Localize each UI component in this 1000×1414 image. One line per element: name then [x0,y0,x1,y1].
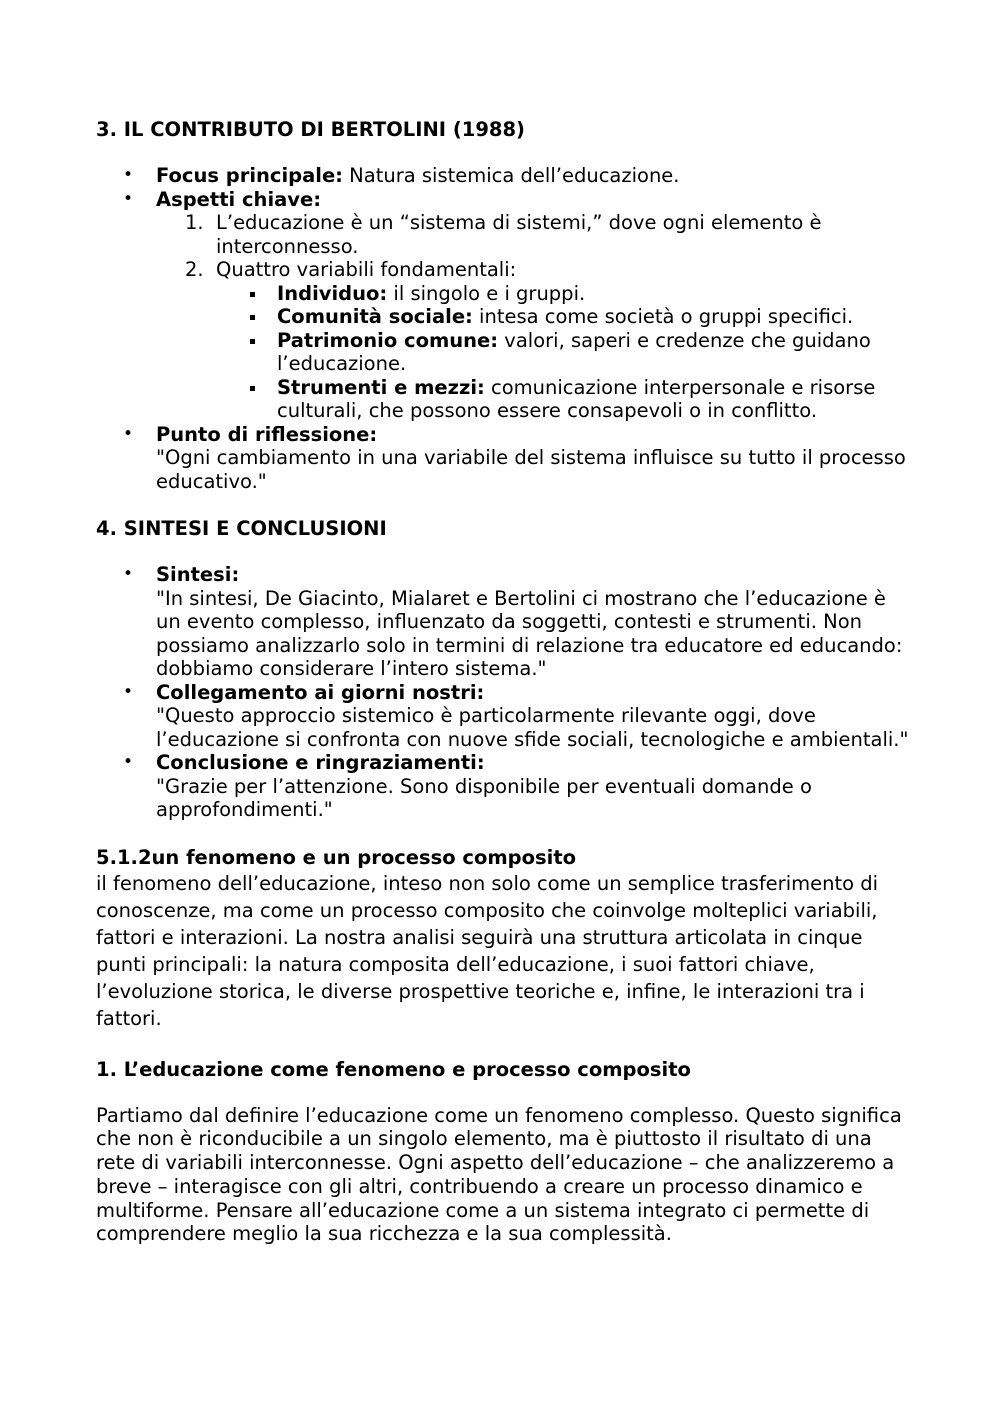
aspect-text: Quattro variabili fondamentali: [216,258,517,281]
aspect-number: 2. [185,258,204,281]
focus-label: Focus principale: [156,164,343,187]
variable-item [216,282,916,306]
item-text: "Grazie per l’attenzione. Sono disponibile per eventuali domande o approfondimenti." [156,774,812,821]
item-label: • Collegamento ai giorni nostri: [156,680,485,704]
aspects-list [156,211,916,423]
variable-label: Patrimonio comune: [277,328,499,352]
item-text: "Questo approccio sistemico è particolarmente rilevante oggi, dove l’educazione si confronta con nuove sfide sociali, tecnologiche e ambientali." [156,704,909,751]
item-text: "In sintesi, De Giacinto, Mialaret e Bertolini ci mostrano che l’educazione è un evento complesso, influenzato da soggetti, contesti e strumenti. Non possiamo analizzarlo solo in termini di relazione tra educatore ed educando: dobbiamo considerare l’intero sistema." [156,586,903,680]
item-label: • Sintesi: [156,563,240,586]
variable-text: il singolo e i gruppi. [387,281,586,305]
section-4-heading: 4. SINTESI E CONCLUSIONI [96,517,387,540]
variable-label: Strumenti e mezzi: [277,375,485,399]
aspect-item [156,211,916,258]
section-5-1-2-heading: 5.1.2un fenomeno e un processo composito [96,845,577,869]
variable-label: Comunità sociale: [277,305,473,328]
reflection-text: "Ogni cambiamento in una variabile del sistema influisce su tutto il processo educativo." [156,446,906,493]
list-item [96,423,916,494]
item-label: • Conclusione e ringraziamenti: [156,751,485,774]
reflection-label: • Punto di riflessione: [156,422,378,446]
section-4-list [96,563,916,822]
list-item [96,563,916,681]
variables-list [216,282,916,423]
aspects-label: Aspetti chiave: [156,187,322,211]
list-item [96,681,916,752]
variable-text: intesa come società o gruppi specifici. [472,305,854,328]
aspect-item [156,258,916,423]
section-1-paragraph: Partiamo dal definire l’educazione come un fenomeno complesso. Questo significa che non è riconducibile a un singolo elemento, ma è piuttosto il risultato di una rete di variabili interconnesse. Ogni aspetto dell’educazione – che analizzeremo a breve – interagisce con gli altri, contribuendo a creare un processo dinamico e multiforme. Pensare all’educazione come a un sistema integrato ci permette di comprendere meglio la sua ricchezza e la sua complessità. [96,1103,902,1246]
variable-label: Individuo: [277,281,388,305]
focus-text: Natura sistemica dell’educazione. [342,164,680,187]
variable-item [216,305,916,329]
document-body [96,118,916,1246]
section-1-heading: 1. L’educazione come fenomeno e processo composito [96,1057,691,1081]
list-item [96,751,916,822]
section-3-list [96,164,916,493]
variable-text: valori, saperi e credenze che guidano l’educazione. [277,328,871,375]
aspect-number: 1. [185,211,204,234]
list-item [96,188,916,423]
aspect-text: L’educazione è un “sistema di sistemi,” dove ogni elemento è interconnesso. [216,211,822,258]
variable-item [216,376,916,423]
list-item [96,164,916,188]
variable-item [216,329,916,376]
section-3-heading: 3. IL CONTRIBUTO DI BERTOLINI (1988) [96,118,525,141]
variable-text: comunicazione interpersonale e risorse culturali, che possono essere consapevoli o in conflitto. [277,375,876,422]
section-5-1-2-paragraph: il fenomeno dell’educazione, inteso non solo come un semplice trasferimento di conoscenze, ma come un processo composito che coinvolge molteplici variabili, fattori e interazioni. La nostra analisi seguirà una struttura articolata in cinque punti principali: la natura composita dell’educazione, i suoi fattori chiave, l’evoluzione storica, le diverse prospettive teoriche e, infine, le interazioni tra i fattori. [96,871,879,1030]
